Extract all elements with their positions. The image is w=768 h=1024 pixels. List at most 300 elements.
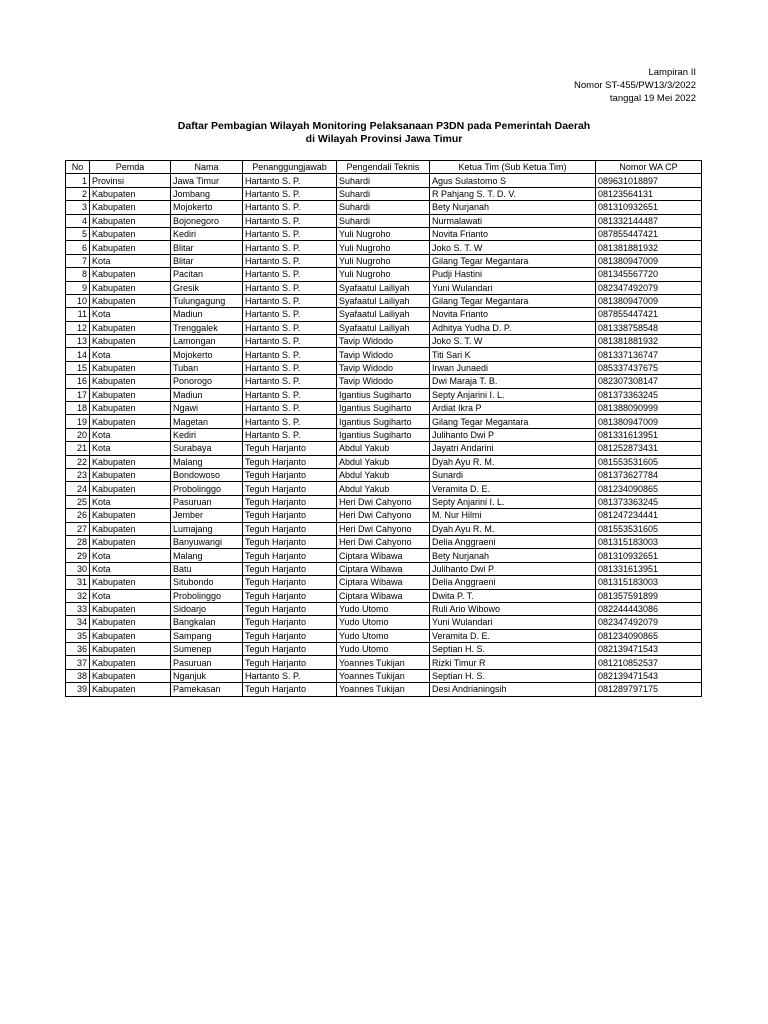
technical-controller: Suhardi bbox=[337, 174, 430, 187]
row-number: 30 bbox=[66, 562, 90, 575]
person-in-charge: Hartanto S. P. bbox=[243, 214, 337, 227]
region-name: Pasuruan bbox=[171, 656, 243, 669]
row-number: 9 bbox=[66, 281, 90, 294]
row-number: 14 bbox=[66, 348, 90, 361]
team-leader: Novita Frianto bbox=[430, 227, 596, 240]
table-row bbox=[66, 629, 702, 642]
pemda-type: Kabupaten bbox=[90, 415, 171, 428]
row-number: 13 bbox=[66, 335, 90, 348]
table-row bbox=[66, 468, 702, 481]
row-number: 37 bbox=[66, 656, 90, 669]
pemda-type: Kabupaten bbox=[90, 388, 171, 401]
row-number: 29 bbox=[66, 549, 90, 562]
whatsapp-number: 081234090865 bbox=[596, 629, 702, 642]
person-in-charge: Hartanto S. P. bbox=[243, 428, 337, 441]
assignment-table bbox=[65, 160, 702, 697]
whatsapp-number: 081331613951 bbox=[596, 428, 702, 441]
technical-controller: Tavip Widodo bbox=[337, 348, 430, 361]
technical-controller: Ciptara Wibawa bbox=[337, 549, 430, 562]
whatsapp-number: 081380947009 bbox=[596, 415, 702, 428]
table-row bbox=[66, 576, 702, 589]
pemda-type: Kabupaten bbox=[90, 509, 171, 522]
technical-controller: Abdul Yakub bbox=[337, 482, 430, 495]
team-leader: Ruli Ario Wibowo bbox=[430, 602, 596, 615]
person-in-charge: Teguh Harjanto bbox=[243, 562, 337, 575]
row-number: 2 bbox=[66, 187, 90, 200]
region-name: Jawa Timur bbox=[171, 174, 243, 187]
region-name: Sumenep bbox=[171, 643, 243, 656]
team-leader: Irwan Junaedi bbox=[430, 361, 596, 374]
technical-controller: Yudo Utomo bbox=[337, 616, 430, 629]
technical-controller: Ciptara Wibawa bbox=[337, 562, 430, 575]
pemda-type: Kabupaten bbox=[90, 375, 171, 388]
person-in-charge: Teguh Harjanto bbox=[243, 522, 337, 535]
row-number: 23 bbox=[66, 468, 90, 481]
technical-controller: Yudo Utomo bbox=[337, 602, 430, 615]
table-row bbox=[66, 669, 702, 682]
technical-controller: Heri Dwi Cahyono bbox=[337, 522, 430, 535]
technical-controller: Syafaatul Lailiyah bbox=[337, 294, 430, 307]
region-name: Kediri bbox=[171, 227, 243, 240]
table-row bbox=[66, 321, 702, 334]
technical-controller: Yudo Utomo bbox=[337, 643, 430, 656]
region-name: Pamekasan bbox=[171, 683, 243, 696]
team-leader: Joko S. T. W bbox=[430, 335, 596, 348]
person-in-charge: Hartanto S. P. bbox=[243, 669, 337, 682]
region-name: Trenggalek bbox=[171, 321, 243, 334]
row-number: 28 bbox=[66, 535, 90, 548]
person-in-charge: Hartanto S. P. bbox=[243, 281, 337, 294]
person-in-charge: Hartanto S. P. bbox=[243, 187, 337, 200]
person-in-charge: Hartanto S. P. bbox=[243, 361, 337, 374]
row-number: 8 bbox=[66, 268, 90, 281]
technical-controller: Yuli Nugroho bbox=[337, 227, 430, 240]
attachment-header bbox=[574, 66, 696, 105]
team-leader: Desi Andrianingsih bbox=[430, 683, 596, 696]
table-row bbox=[66, 442, 702, 455]
whatsapp-number: 081234090865 bbox=[596, 482, 702, 495]
column-header: Nama bbox=[171, 161, 243, 174]
column-header: Penanggungjawab bbox=[243, 161, 337, 174]
whatsapp-number: 087855447421 bbox=[596, 227, 702, 240]
row-number: 18 bbox=[66, 402, 90, 415]
whatsapp-number: 082139471543 bbox=[596, 643, 702, 656]
pemda-type: Kota bbox=[90, 348, 171, 361]
pemda-type: Kabupaten bbox=[90, 294, 171, 307]
person-in-charge: Hartanto S. P. bbox=[243, 375, 337, 388]
region-name: Ponorogo bbox=[171, 375, 243, 388]
team-leader: Septian H. S. bbox=[430, 669, 596, 682]
pemda-type: Kabupaten bbox=[90, 683, 171, 696]
table-row bbox=[66, 402, 702, 415]
technical-controller: Syafaatul Lailiyah bbox=[337, 281, 430, 294]
pemda-type: Kabupaten bbox=[90, 669, 171, 682]
pemda-type: Kota bbox=[90, 308, 171, 321]
team-leader: Rizki Timur R bbox=[430, 656, 596, 669]
team-leader: Bety Nurjanah bbox=[430, 201, 596, 214]
table-row bbox=[66, 428, 702, 441]
whatsapp-number: 082244443086 bbox=[596, 602, 702, 615]
pemda-type: Provinsi bbox=[90, 174, 171, 187]
region-name: Nganjuk bbox=[171, 669, 243, 682]
whatsapp-number: 081332144487 bbox=[596, 214, 702, 227]
table-row bbox=[66, 348, 702, 361]
whatsapp-number: 081345567720 bbox=[596, 268, 702, 281]
technical-controller: Yuli Nugroho bbox=[337, 241, 430, 254]
team-leader: Agus Sulastomo S bbox=[430, 174, 596, 187]
technical-controller: Suhardi bbox=[337, 201, 430, 214]
team-leader: Delia Anggraeni bbox=[430, 576, 596, 589]
document-title bbox=[0, 120, 768, 146]
row-number: 16 bbox=[66, 375, 90, 388]
row-number: 12 bbox=[66, 321, 90, 334]
team-leader: M. Nur Hilmi bbox=[430, 509, 596, 522]
region-name: Ngawi bbox=[171, 402, 243, 415]
table-row bbox=[66, 683, 702, 696]
technical-controller: Abdul Yakub bbox=[337, 468, 430, 481]
row-number: 19 bbox=[66, 415, 90, 428]
table-row bbox=[66, 174, 702, 187]
pemda-type: Kabupaten bbox=[90, 214, 171, 227]
person-in-charge: Hartanto S. P. bbox=[243, 201, 337, 214]
team-leader: Adhitya Yudha D. P. bbox=[430, 321, 596, 334]
pemda-type: Kabupaten bbox=[90, 241, 171, 254]
pemda-type: Kota bbox=[90, 428, 171, 441]
row-number: 35 bbox=[66, 629, 90, 642]
pemda-type: Kabupaten bbox=[90, 268, 171, 281]
person-in-charge: Hartanto S. P. bbox=[243, 348, 337, 361]
pemda-type: Kabupaten bbox=[90, 281, 171, 294]
team-leader: Gilang Tegar Megantara bbox=[430, 415, 596, 428]
team-leader: Bety Nurjanah bbox=[430, 549, 596, 562]
table-row bbox=[66, 602, 702, 615]
pemda-type: Kabupaten bbox=[90, 201, 171, 214]
pemda-type: Kota bbox=[90, 254, 171, 267]
row-number: 36 bbox=[66, 643, 90, 656]
table-row bbox=[66, 535, 702, 548]
whatsapp-number: 081289797175 bbox=[596, 683, 702, 696]
whatsapp-number: 081373363245 bbox=[596, 495, 702, 508]
table-row bbox=[66, 482, 702, 495]
row-number: 21 bbox=[66, 442, 90, 455]
region-name: Situbondo bbox=[171, 576, 243, 589]
region-name: Batu bbox=[171, 562, 243, 575]
team-leader: Dwita P. T. bbox=[430, 589, 596, 602]
table-row bbox=[66, 241, 702, 254]
region-name: Malang bbox=[171, 455, 243, 468]
pemda-type: Kota bbox=[90, 562, 171, 575]
whatsapp-number: 087855447421 bbox=[596, 308, 702, 321]
person-in-charge: Teguh Harjanto bbox=[243, 535, 337, 548]
whatsapp-number: 081553531605 bbox=[596, 522, 702, 535]
column-header: Nomor WA CP bbox=[596, 161, 702, 174]
region-name: Malang bbox=[171, 549, 243, 562]
person-in-charge: Hartanto S. P. bbox=[243, 321, 337, 334]
person-in-charge: Hartanto S. P. bbox=[243, 402, 337, 415]
team-leader: Yuni Wulandari bbox=[430, 616, 596, 629]
technical-controller: Syafaatul Lailiyah bbox=[337, 321, 430, 334]
person-in-charge: Hartanto S. P. bbox=[243, 174, 337, 187]
pemda-type: Kabupaten bbox=[90, 321, 171, 334]
table-row bbox=[66, 214, 702, 227]
whatsapp-number: 081315183003 bbox=[596, 535, 702, 548]
region-name: Probolinggo bbox=[171, 589, 243, 602]
row-number: 24 bbox=[66, 482, 90, 495]
person-in-charge: Hartanto S. P. bbox=[243, 227, 337, 240]
person-in-charge: Teguh Harjanto bbox=[243, 656, 337, 669]
person-in-charge: Hartanto S. P. bbox=[243, 241, 337, 254]
technical-controller: Igantius Sugiharto bbox=[337, 415, 430, 428]
region-name: Bondowoso bbox=[171, 468, 243, 481]
team-leader: Dyah Ayu R. M. bbox=[430, 522, 596, 535]
technical-controller: Yoannes Tukijan bbox=[337, 656, 430, 669]
technical-controller: Syafaatul Lailiyah bbox=[337, 308, 430, 321]
region-name: Gresik bbox=[171, 281, 243, 294]
region-name: Bangkalan bbox=[171, 616, 243, 629]
pemda-type: Kota bbox=[90, 549, 171, 562]
table-row bbox=[66, 227, 702, 240]
region-name: Lumajang bbox=[171, 522, 243, 535]
person-in-charge: Teguh Harjanto bbox=[243, 643, 337, 656]
person-in-charge: Teguh Harjanto bbox=[243, 602, 337, 615]
title-line-2: di Wilayah Provinsi Jawa Timur bbox=[305, 133, 463, 145]
team-leader: Septy Anjarini I. L. bbox=[430, 495, 596, 508]
table-row bbox=[66, 294, 702, 307]
technical-controller: Abdul Yakub bbox=[337, 455, 430, 468]
technical-controller: Tavip Widodo bbox=[337, 335, 430, 348]
table-row bbox=[66, 187, 702, 200]
pemda-type: Kabupaten bbox=[90, 616, 171, 629]
table-row bbox=[66, 562, 702, 575]
table-row bbox=[66, 522, 702, 535]
pemda-type: Kabupaten bbox=[90, 482, 171, 495]
whatsapp-number: 081380947009 bbox=[596, 294, 702, 307]
region-name: Pacitan bbox=[171, 268, 243, 281]
region-name: Tulungagung bbox=[171, 294, 243, 307]
row-number: 7 bbox=[66, 254, 90, 267]
person-in-charge: Teguh Harjanto bbox=[243, 442, 337, 455]
person-in-charge: Hartanto S. P. bbox=[243, 268, 337, 281]
region-name: Probolinggo bbox=[171, 482, 243, 495]
region-name: Mojokerto bbox=[171, 348, 243, 361]
row-number: 38 bbox=[66, 669, 90, 682]
table-row bbox=[66, 415, 702, 428]
whatsapp-number: 082139471543 bbox=[596, 669, 702, 682]
whatsapp-number: 081380947009 bbox=[596, 254, 702, 267]
pemda-type: Kabupaten bbox=[90, 361, 171, 374]
whatsapp-number: 082307308147 bbox=[596, 375, 702, 388]
person-in-charge: Hartanto S. P. bbox=[243, 335, 337, 348]
technical-controller: Ciptara Wibawa bbox=[337, 589, 430, 602]
whatsapp-number: 081357591899 bbox=[596, 589, 702, 602]
table-row bbox=[66, 495, 702, 508]
region-name: Lamongan bbox=[171, 335, 243, 348]
whatsapp-number: 081381881932 bbox=[596, 335, 702, 348]
row-number: 34 bbox=[66, 616, 90, 629]
team-leader: Septy Anjarini I. L. bbox=[430, 388, 596, 401]
pemda-type: Kabupaten bbox=[90, 187, 171, 200]
table-row bbox=[66, 201, 702, 214]
person-in-charge: Hartanto S. P. bbox=[243, 308, 337, 321]
team-leader: Pudji Hastini bbox=[430, 268, 596, 281]
pemda-type: Kabupaten bbox=[90, 576, 171, 589]
region-name: Blitar bbox=[171, 241, 243, 254]
whatsapp-number: 081252873431 bbox=[596, 442, 702, 455]
region-name: Jember bbox=[171, 509, 243, 522]
technical-controller: Abdul Yakub bbox=[337, 442, 430, 455]
pemda-type: Kabupaten bbox=[90, 656, 171, 669]
person-in-charge: Teguh Harjanto bbox=[243, 589, 337, 602]
technical-controller: Yoannes Tukijan bbox=[337, 669, 430, 682]
team-leader: Delia Anggraeni bbox=[430, 535, 596, 548]
team-leader: Dwi Maraja T. B. bbox=[430, 375, 596, 388]
whatsapp-number: 081373363245 bbox=[596, 388, 702, 401]
person-in-charge: Hartanto S. P. bbox=[243, 254, 337, 267]
person-in-charge: Teguh Harjanto bbox=[243, 495, 337, 508]
whatsapp-number: 081315183003 bbox=[596, 576, 702, 589]
team-leader: Gilang Tegar Megantara bbox=[430, 294, 596, 307]
whatsapp-number: 081337136747 bbox=[596, 348, 702, 361]
row-number: 5 bbox=[66, 227, 90, 240]
person-in-charge: Teguh Harjanto bbox=[243, 616, 337, 629]
person-in-charge: Teguh Harjanto bbox=[243, 455, 337, 468]
technical-controller: Tavip Widodo bbox=[337, 361, 430, 374]
team-leader: Jayatri Andarini bbox=[430, 442, 596, 455]
row-number: 4 bbox=[66, 214, 90, 227]
row-number: 6 bbox=[66, 241, 90, 254]
table-row bbox=[66, 335, 702, 348]
table-row bbox=[66, 549, 702, 562]
region-name: Banyuwangi bbox=[171, 535, 243, 548]
row-number: 26 bbox=[66, 509, 90, 522]
row-number: 15 bbox=[66, 361, 90, 374]
technical-controller: Suhardi bbox=[337, 187, 430, 200]
whatsapp-number: 082347492079 bbox=[596, 616, 702, 629]
technical-controller: Tavip Widodo bbox=[337, 375, 430, 388]
technical-controller: Yuli Nugroho bbox=[337, 268, 430, 281]
whatsapp-number: 08123564131 bbox=[596, 187, 702, 200]
team-leader: Septian H. S. bbox=[430, 643, 596, 656]
team-leader: Julihanto Dwi P bbox=[430, 562, 596, 575]
whatsapp-number: 082347492079 bbox=[596, 281, 702, 294]
row-number: 22 bbox=[66, 455, 90, 468]
column-header: Pemda bbox=[90, 161, 171, 174]
whatsapp-number: 089631018897 bbox=[596, 174, 702, 187]
title-line-1: Daftar Pembagian Wilayah Monitoring Pelaksanaan P3DN pada Pemerintah Daerah bbox=[177, 120, 591, 132]
whatsapp-number: 081310932651 bbox=[596, 201, 702, 214]
pemda-type: Kabupaten bbox=[90, 402, 171, 415]
table-row bbox=[66, 268, 702, 281]
person-in-charge: Hartanto S. P. bbox=[243, 388, 337, 401]
person-in-charge: Teguh Harjanto bbox=[243, 509, 337, 522]
row-number: 11 bbox=[66, 308, 90, 321]
column-header: Ketua Tim (Sub Ketua Tim) bbox=[430, 161, 596, 174]
person-in-charge: Hartanto S. P. bbox=[243, 415, 337, 428]
person-in-charge: Teguh Harjanto bbox=[243, 629, 337, 642]
pemda-type: Kota bbox=[90, 495, 171, 508]
technical-controller: Ciptara Wibawa bbox=[337, 576, 430, 589]
whatsapp-number: 081553531605 bbox=[596, 455, 702, 468]
region-name: Jombang bbox=[171, 187, 243, 200]
person-in-charge: Teguh Harjanto bbox=[243, 549, 337, 562]
person-in-charge: Teguh Harjanto bbox=[243, 683, 337, 696]
pemda-type: Kota bbox=[90, 442, 171, 455]
table-row bbox=[66, 616, 702, 629]
region-name: Madiun bbox=[171, 388, 243, 401]
technical-controller: Yoannes Tukijan bbox=[337, 683, 430, 696]
team-leader: Novita Frianto bbox=[430, 308, 596, 321]
whatsapp-number: 081381881932 bbox=[596, 241, 702, 254]
person-in-charge: Teguh Harjanto bbox=[243, 468, 337, 481]
region-name: Bojonegoro bbox=[171, 214, 243, 227]
attachment-label: Lampiran II bbox=[648, 67, 696, 78]
technical-controller: Igantius Sugiharto bbox=[337, 388, 430, 401]
region-name: Kediri bbox=[171, 428, 243, 441]
pemda-type: Kabupaten bbox=[90, 227, 171, 240]
table-row bbox=[66, 281, 702, 294]
table-body bbox=[66, 174, 702, 696]
person-in-charge: Teguh Harjanto bbox=[243, 482, 337, 495]
technical-controller: Suhardi bbox=[337, 214, 430, 227]
table-row bbox=[66, 509, 702, 522]
team-leader: Joko S. T. W bbox=[430, 241, 596, 254]
technical-controller: Yuli Nugroho bbox=[337, 254, 430, 267]
row-number: 17 bbox=[66, 388, 90, 401]
table-row bbox=[66, 308, 702, 321]
team-leader: Julihanto Dwi P bbox=[430, 428, 596, 441]
region-name: Blitar bbox=[171, 254, 243, 267]
team-leader: Ardiat Ikra P bbox=[430, 402, 596, 415]
column-header: No bbox=[66, 161, 90, 174]
table-row bbox=[66, 455, 702, 468]
row-number: 10 bbox=[66, 294, 90, 307]
region-name: Mojokerto bbox=[171, 201, 243, 214]
pemda-type: Kabupaten bbox=[90, 455, 171, 468]
person-in-charge: Hartanto S. P. bbox=[243, 294, 337, 307]
technical-controller: Igantius Sugiharto bbox=[337, 402, 430, 415]
whatsapp-number: 081210852537 bbox=[596, 656, 702, 669]
row-number: 27 bbox=[66, 522, 90, 535]
whatsapp-number: 085337437675 bbox=[596, 361, 702, 374]
person-in-charge: Teguh Harjanto bbox=[243, 576, 337, 589]
row-number: 39 bbox=[66, 683, 90, 696]
technical-controller: Yudo Utomo bbox=[337, 629, 430, 642]
table-row bbox=[66, 388, 702, 401]
pemda-type: Kabupaten bbox=[90, 629, 171, 642]
whatsapp-number: 081373627784 bbox=[596, 468, 702, 481]
team-leader: Yuni Wulandari bbox=[430, 281, 596, 294]
team-leader: Sunardi bbox=[430, 468, 596, 481]
region-name: Madiun bbox=[171, 308, 243, 321]
region-name: Sampang bbox=[171, 629, 243, 642]
pemda-type: Kabupaten bbox=[90, 602, 171, 615]
row-number: 31 bbox=[66, 576, 90, 589]
table-row bbox=[66, 361, 702, 374]
region-name: Surabaya bbox=[171, 442, 243, 455]
region-name: Sidoarjo bbox=[171, 602, 243, 615]
table-row bbox=[66, 656, 702, 669]
region-name: Magetan bbox=[171, 415, 243, 428]
table-header-row bbox=[66, 161, 702, 174]
row-number: 25 bbox=[66, 495, 90, 508]
whatsapp-number: 081338758548 bbox=[596, 321, 702, 334]
pemda-type: Kota bbox=[90, 589, 171, 602]
column-header: Pengendali Teknis bbox=[337, 161, 430, 174]
row-number: 33 bbox=[66, 602, 90, 615]
table-row bbox=[66, 375, 702, 388]
table-row bbox=[66, 643, 702, 656]
team-leader: R Pahjang S. T. D. V. bbox=[430, 187, 596, 200]
